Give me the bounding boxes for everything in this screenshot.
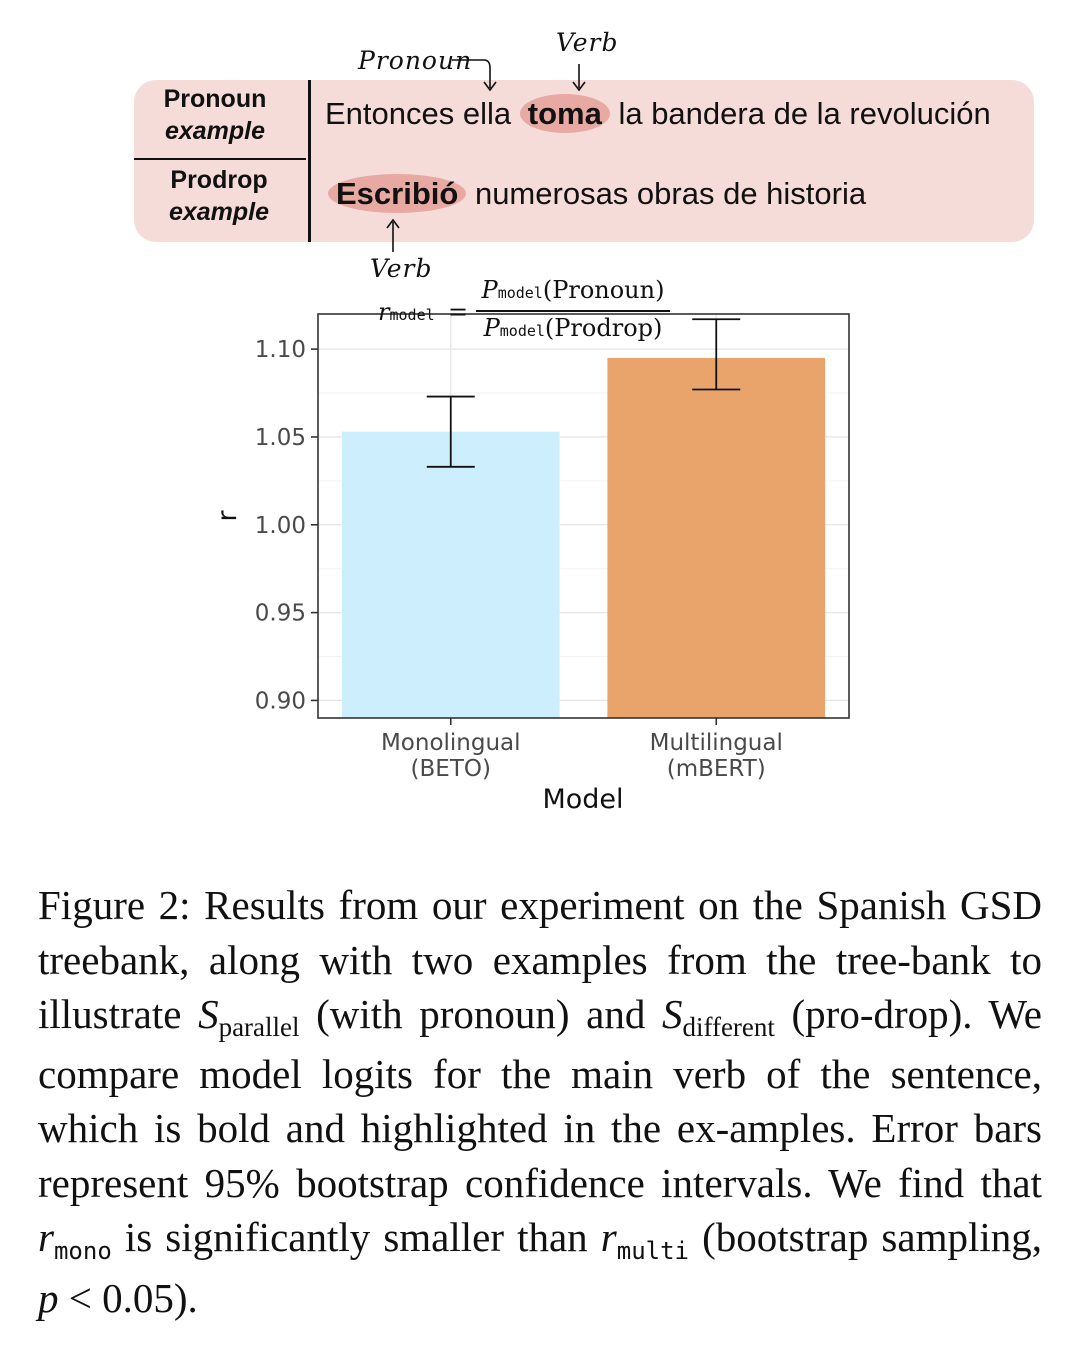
pronoun-arrow [452, 60, 490, 88]
y-axis-title: r [212, 510, 243, 522]
caption-sub-multi: multi [616, 1237, 689, 1265]
caption-part-5: (bootstrap sampling, [689, 1214, 1042, 1260]
formula-numerator [476, 276, 670, 304]
formula-equals: = [448, 298, 469, 326]
caption-r-var-2: r [600, 1214, 617, 1260]
y-tick-label: 0.90 [254, 688, 306, 715]
caption-sub-parallel: parallel [218, 1012, 300, 1042]
y-tick-label: 1.00 [254, 512, 306, 539]
formula-den-var: P [483, 314, 500, 342]
caption-s-var-1: S [198, 991, 219, 1037]
caption-sub-different: different [682, 1012, 775, 1042]
pronoun-sentence-pre: Entonces ella [325, 96, 512, 131]
pronoun-sentence-post: la bandera de la revolución [618, 96, 991, 131]
caption-s-var-2: S [661, 991, 683, 1037]
caption-sub-mono: mono [53, 1237, 112, 1265]
x-axis-title: Model [542, 784, 624, 815]
x-tick-label-1: Monolingual (BETO) [380, 730, 521, 782]
pronoun-label-line1: Pronoun [163, 85, 267, 113]
prodrop-label-line2: example [168, 198, 270, 226]
formula-denominator [476, 314, 670, 342]
formula-lhs [378, 298, 435, 326]
caption-part-3: (pro-drop). We compare model logits for the main verb of the sentence, which is bold and highlighted in the ex-amples. Error bars represent 95% bootstrap confidence intervals. We find that [38, 991, 1042, 1206]
x-tick-label-2: Multilingual (mBERT) [649, 730, 783, 782]
pronoun-sentence-verb: toma [520, 94, 610, 133]
caption-part-6: < 0.05). [58, 1274, 198, 1321]
caption-part-1: Figure 2: Results from our experiment on the Spanish GSD treebank, along with two examples from the tree-bank to illustrate [38, 882, 1042, 1037]
annotation-pronoun: Pronoun [358, 46, 473, 75]
pronoun-label-line2: example [164, 117, 266, 145]
y-tick-label: 1.05 [254, 424, 306, 451]
y-tick-label: 0.95 [254, 600, 306, 627]
prodrop-sentence-verb: Escribió [328, 174, 466, 213]
y-tick-label: 1.10 [254, 337, 306, 364]
annotation-verb-bottom: Verb [370, 254, 433, 283]
formula-num-var: P [481, 276, 498, 304]
prodrop-label-line1: Prodrop [170, 166, 268, 194]
formula-den-arg: (Prodrop) [544, 314, 663, 342]
formula-fraction-bar [476, 310, 670, 312]
bar-2 [607, 358, 825, 718]
annotation-verb-top: Verb [556, 28, 619, 57]
formula-lhs-var: r [378, 298, 390, 326]
formula-num-arg: (Pronoun) [542, 276, 665, 304]
caption-part-2: (with pronoun) and [299, 991, 662, 1037]
figure-caption [38, 878, 1042, 1325]
formula-lhs-sub: model [389, 306, 435, 324]
bar-1 [342, 432, 560, 718]
formula-den-sub: model [499, 322, 545, 340]
caption-p-var: p [38, 1274, 59, 1321]
formula-num-sub: model [497, 284, 543, 302]
caption-r-var-1: r [38, 1214, 54, 1260]
prodrop-sentence-post: numerosas obras de historia [474, 176, 867, 211]
caption-part-4: is significantly smaller than [111, 1214, 601, 1260]
